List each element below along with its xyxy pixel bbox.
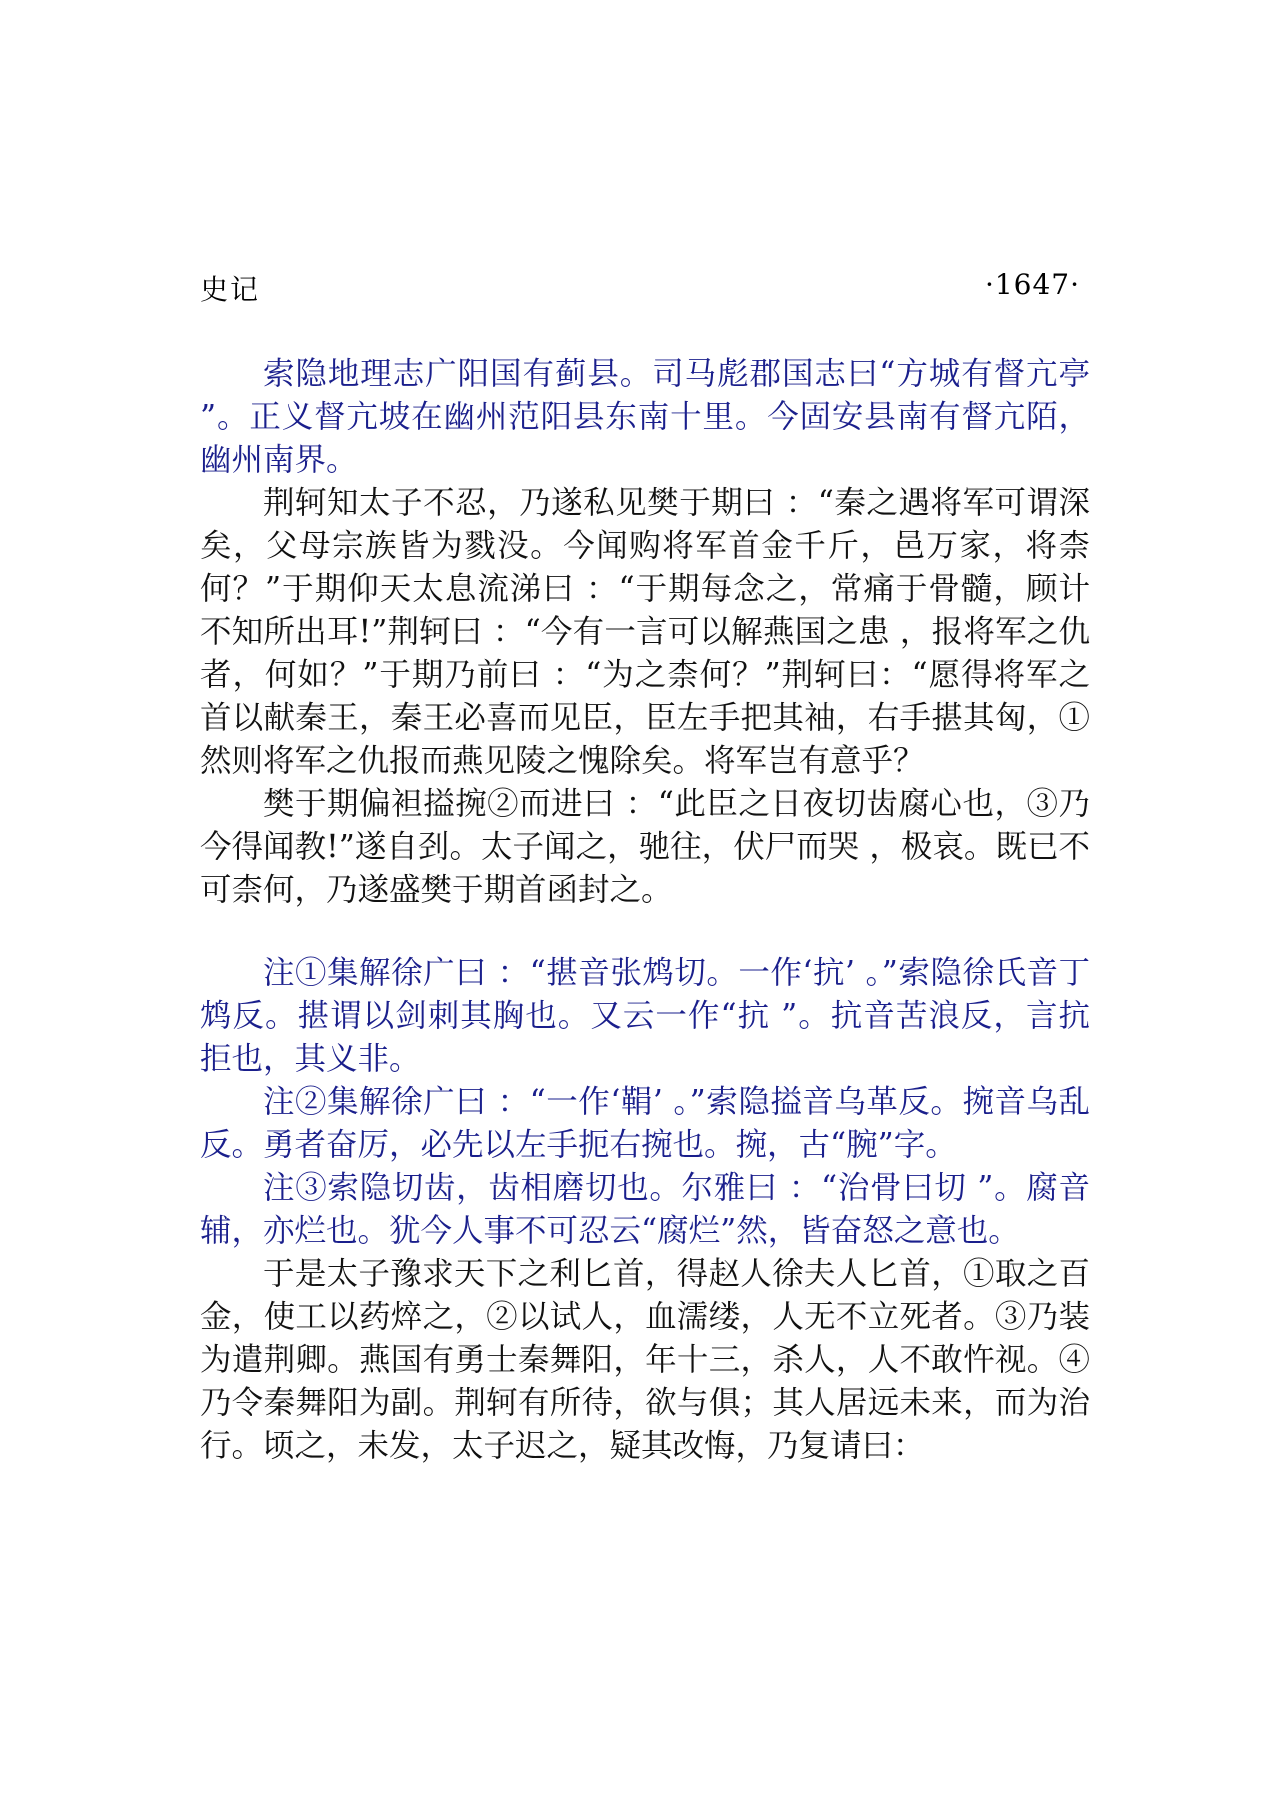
- text-paragraph: 于是太子豫求天下之利匕首，得赵人徐夫人匕首，①取之百金，使工以药焠之，②以试人，血濡缕，人无不立死者。③乃装为遣荆卿。燕国有勇士秦舞阳，年十三，杀人，人不敢忤视。④乃令秦舞阳为副。荆轲有所待，欲与俱；其人居远未来，而为治行。顷之，未发，太子迟之，疑其改悔，乃复请曰：: [200, 1256, 1090, 1464]
- note-paragraph: 注③索隐切齿，齿相磨切也。尔雅曰 ：“治骨曰切 ”。腐音辅，亦烂也。犹今人事不可忍云“腐烂”然，皆奋怒之意也。: [200, 1170, 1090, 1249]
- commentary-paragraph: 索隐地理志广阳国有蓟县。司马彪郡国志曰“方城有督亢亭 ”。正义督亢坡在幽州范阳县东南十里。今固安县南有督亢陌，幽州南界。: [200, 356, 1090, 478]
- book-title: 史记: [200, 273, 261, 306]
- paragraph-gap: [200, 912, 1090, 952]
- main-text: [200, 353, 1090, 1468]
- text-paragraph: 樊于期偏袒搤捥②而进曰 ：“此臣之日夜切齿腐心也，③乃今得闻教!”遂自刭。太子闻之，驰往，伏尸而哭 ，极哀。既已不可柰何，乃遂盛樊于期首函封之。: [200, 786, 1090, 908]
- running-header: [200, 268, 1080, 308]
- note-paragraph: 注②集解徐广曰 ：“一作‘鞙’ 。”索隐搤音乌革反。捥音乌乱反。勇者奋厉，必先以左手扼右捥也。捥，古“腕”字。: [200, 1084, 1090, 1163]
- note-paragraph: 注①集解徐广曰 ：“揕音张鸩切。一作‘抗’ 。”索隐徐氏音丁鸩反。揕谓以剑刺其胸也。又云一作“抗 ”。抗音苦浪反，言抗拒也，其义非。: [200, 955, 1090, 1077]
- text-paragraph: 荆轲知太子不忍，乃遂私见樊于期曰 ：“秦之遇将军可谓深矣，父母宗族皆为戮没。今闻购将军首金千斤，邑万家，将柰何？”于期仰天太息流涕曰 ：“于期每念之，常痛于骨髓，顾计不知所出耳!”荆轲曰 ：“今有一言可以解燕国之患 ，报将军之仇者，何如？”于期乃前曰 ：“为之柰何？”荆轲曰：“愿得将军之首以献秦王，秦王必喜而见臣，臣左手把其袖，右手揕其匈，①然则将军之仇报而燕见陵之愧除矣。将军岂有意乎？: [200, 485, 1090, 779]
- page-number: ·1647·: [984, 268, 1080, 301]
